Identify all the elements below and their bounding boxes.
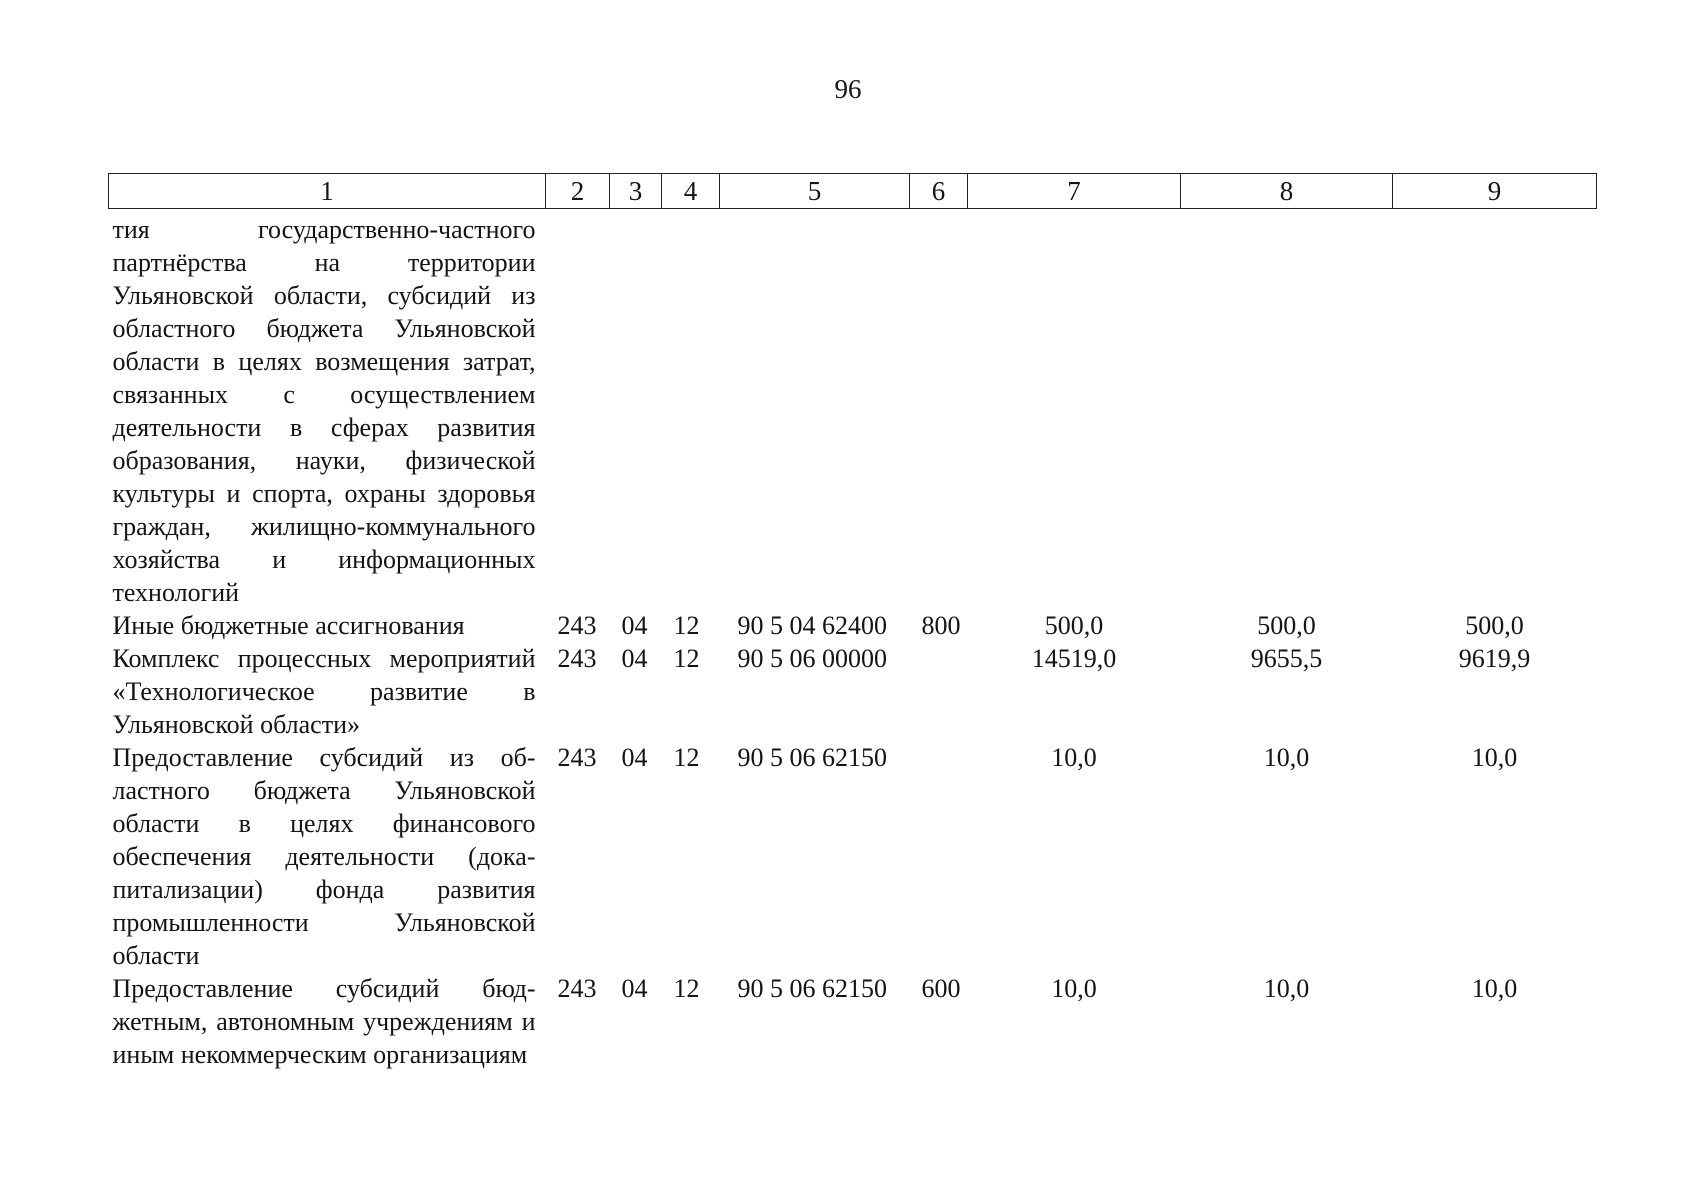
- cell-amount-col9: 10,0: [1471, 743, 1518, 772]
- cell-expense-type: 600: [921, 974, 961, 1003]
- cell-amount-col7: 14519,0: [1031, 644, 1117, 673]
- cell-expense-type: [910, 642, 968, 741]
- budget-table-container: [108, 173, 1596, 1071]
- row-description: Иные бюджетные ассигнования: [112, 611, 465, 640]
- cell-amount-col7: [968, 209, 1181, 610]
- cell-amount-col8: 500,0: [1257, 611, 1316, 640]
- column-header: 4: [662, 174, 720, 209]
- row-description: Предоставление субсидий бюджетным, автономным учреждениям и иным некоммерческим организациям: [112, 974, 536, 1069]
- cell-subsection: 12: [673, 974, 700, 1003]
- column-header: 1: [109, 174, 546, 209]
- row-description: тия государственно-частного партнёрства на территории Ульяновской области, субсидий из областного бюджета Ульяновской области в целях возмещения затрат, связанных с осуществлением деятельности в сферах развития образования, науки, физической культуры и спорта, охраны здоровья граждан, жилищно-коммунального хозяйства и информационных технологий: [112, 215, 536, 607]
- cell-amount-col8: 9655,5: [1250, 644, 1323, 673]
- cell-ministry-code: [546, 209, 610, 610]
- cell-amount-col8: 10,0: [1263, 743, 1310, 772]
- cell-amount-col8: 10,0: [1263, 974, 1310, 1003]
- cell-ministry-code: 243: [557, 743, 597, 772]
- cell-expense-type: [910, 741, 968, 972]
- cell-expense-type: [910, 209, 968, 610]
- cell-subsection: 12: [673, 644, 700, 673]
- cell-target-article: [720, 209, 910, 610]
- cell-section: 04: [621, 611, 648, 640]
- cell-amount-col9: 9619,9: [1458, 644, 1531, 673]
- cell-amount-col9: [1393, 209, 1597, 610]
- cell-subsection: 12: [673, 743, 700, 772]
- cell-section: [610, 209, 662, 610]
- table-row: [109, 972, 1597, 1071]
- row-description: Комплекс процессных мероприятий «Технологическое развитие в Ульяновской области»: [112, 644, 536, 739]
- column-header: 9: [1393, 174, 1597, 209]
- cell-subsection: [662, 209, 720, 610]
- cell-ministry-code: 243: [557, 644, 597, 673]
- header-row: [109, 174, 1597, 209]
- cell-section: 04: [621, 743, 648, 772]
- cell-target-article: 90 5 06 62150: [737, 974, 887, 1003]
- cell-ministry-code: 243: [557, 974, 597, 1003]
- column-header: 8: [1181, 174, 1393, 209]
- cell-amount-col7: 500,0: [1044, 611, 1104, 640]
- cell-amount-col7: 10,0: [1051, 743, 1097, 772]
- cell-target-article: 90 5 06 62150: [737, 743, 887, 772]
- table-row: [109, 609, 1597, 642]
- cell-section: 04: [621, 644, 648, 673]
- row-description: Предоставление субсидий из областного бюджета Ульяновской области в целях финансового обеспечения деятельности (докапитализации) фонда развития промышленности Ульяновской области: [112, 743, 536, 970]
- cell-target-article: 90 5 04 62400: [737, 611, 887, 640]
- table-row: [109, 741, 1597, 972]
- column-header: 3: [610, 174, 662, 209]
- cell-amount-col9: 500,0: [1465, 611, 1524, 640]
- cell-amount-col9: 10,0: [1471, 974, 1518, 1003]
- cell-amount-col8: [1181, 209, 1393, 610]
- cell-section: 04: [621, 974, 648, 1003]
- cell-amount-col7: 10,0: [1051, 974, 1097, 1003]
- table-row: [109, 209, 1597, 610]
- column-header: 2: [546, 174, 610, 209]
- table-row: [109, 642, 1597, 741]
- cell-subsection: 12: [673, 611, 700, 640]
- cell-ministry-code: 243: [557, 611, 597, 640]
- cell-expense-type: 800: [921, 611, 961, 640]
- column-header: 6: [910, 174, 968, 209]
- page-number: 96: [834, 74, 862, 104]
- column-header: 5: [720, 174, 910, 209]
- column-header: 7: [968, 174, 1181, 209]
- budget-table: [108, 173, 1597, 1071]
- cell-target-article: 90 5 06 00000: [737, 644, 887, 673]
